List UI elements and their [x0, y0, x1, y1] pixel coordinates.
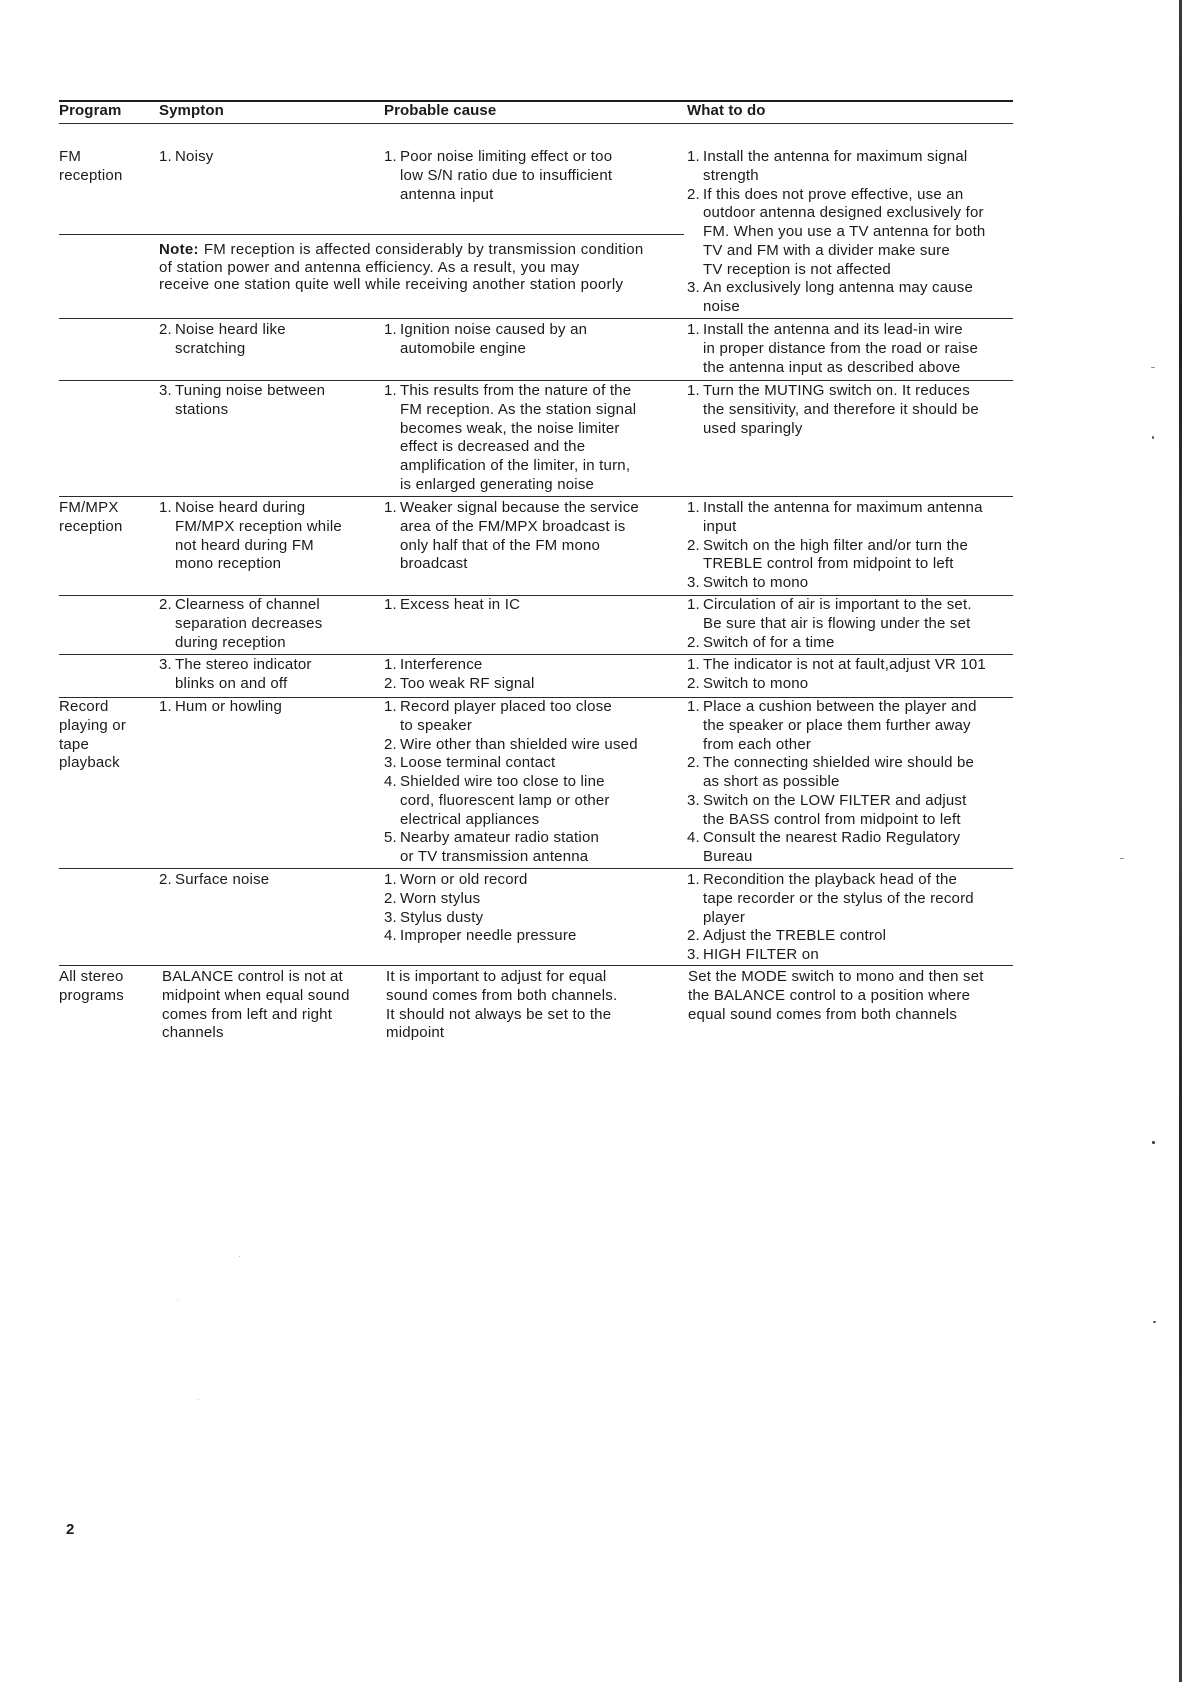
cause-cell: [384, 656, 535, 694]
cause-item: [384, 499, 639, 574]
item-number: 1.: [384, 871, 397, 888]
remedy-cell: [687, 656, 986, 694]
symptom-item: [159, 499, 342, 574]
item-number: 1.: [384, 698, 397, 715]
remedy-item: [687, 754, 977, 792]
item-number: 3.: [159, 656, 172, 673]
header-what-to-do: What to do: [687, 102, 766, 119]
cause-cell: [384, 321, 587, 359]
remedy-cell: [688, 968, 984, 1024]
item-number: 4.: [384, 773, 397, 790]
item-number: 3.: [384, 908, 397, 926]
remedy-item: [687, 186, 985, 280]
remedy-item: [687, 537, 983, 575]
cause-item: [384, 382, 636, 495]
item-text: Record player placed too close to speaker: [400, 698, 612, 734]
item-number: 1.: [384, 656, 397, 673]
item-text: Worn stylus: [400, 889, 481, 907]
item-text: Poor noise limiting effect or too low S/N ratio due to insufficient antenna input: [400, 148, 613, 203]
cause-cell: [384, 382, 636, 495]
cause-item: [384, 909, 577, 928]
cause-item: [384, 675, 535, 694]
symptom-item: [162, 968, 350, 1043]
item-text: Turn the MUTING switch on. It reduces the sensitivity, and therefore it should be used sparingly: [703, 382, 979, 437]
symptom-cell: [162, 968, 350, 1043]
item-text: It is important to adjust for equal sound comes from both channels. It should not always be set to the midpoint: [386, 968, 618, 1042]
note-text: FM reception is affected considerably by transmission condition of station power and antenna efficiency. As a result, you may receive one station quite well while receiving another station poorly: [159, 241, 644, 294]
symptom-item: [159, 698, 282, 717]
item-number: 5.: [384, 829, 397, 847]
symptom-item: [159, 148, 214, 167]
remedy-item: [687, 656, 986, 675]
symptom-cell: [159, 698, 282, 717]
row-divider: [59, 868, 1013, 869]
remedy-item: [687, 675, 986, 694]
item-text: Install the antenna for maximum signal strength: [703, 148, 968, 184]
item-text: Set the MODE switch to mono and then set the BALANCE control to a position where equal sound comes from both channels: [688, 968, 984, 1023]
item-text: Switch on the high filter and/or turn the TREBLE control from midpoint to left: [703, 536, 969, 573]
symptom-cell: [159, 499, 342, 574]
remedy-item: [687, 634, 972, 653]
remedy-item: [687, 148, 985, 186]
cause-item: [386, 968, 617, 1043]
item-number: 1.: [159, 148, 172, 165]
cause-item: [384, 773, 638, 829]
cause-cell: [384, 499, 639, 574]
row-divider: [59, 380, 1013, 381]
symptom-cell: [159, 596, 322, 652]
item-text: If this does not prove effective, use an outdoor antenna designed exclusively for FM. When you use a TV antenna for both TV and FM with a divider make sure TV reception is not affected: [703, 185, 986, 278]
item-text: Weaker signal because the service area of the FM/MPX broadcast is only half that of the FM mono broadcast: [400, 499, 639, 573]
symptom-item: [159, 382, 325, 420]
cause-cell: [386, 968, 617, 1043]
item-text: Clearness of channel separation decreases during reception: [175, 596, 323, 651]
item-text: Circulation of air is important to the set. Be sure that air is flowing under the set: [703, 596, 972, 632]
remedy-item: [687, 698, 977, 754]
header-program: Program: [59, 102, 122, 119]
remedy-cell: [687, 499, 983, 593]
scan-speck: [1152, 1141, 1155, 1144]
remedy-cell: [687, 382, 979, 438]
row-divider: [59, 654, 1013, 655]
binding-edge-shadow: [1179, 0, 1182, 1682]
item-number: 3.: [687, 946, 700, 963]
item-number: 2.: [384, 674, 397, 692]
scan-speck: [1153, 1321, 1156, 1323]
item-number: 2.: [687, 185, 700, 203]
item-text: Excess heat in IC: [400, 596, 521, 613]
table-header: [0, 101, 1190, 120]
cause-item: [384, 596, 520, 615]
item-text: Install the antenna for maximum antenna input: [703, 499, 983, 535]
item-number: 1.: [687, 382, 700, 399]
scan-speck: [198, 1399, 199, 1400]
item-text: The stereo indicator blinks on and off: [175, 656, 312, 692]
page-number: 2: [66, 1521, 75, 1538]
program-cell: Record playing or tape playback: [59, 698, 127, 772]
symptom-cell: [159, 871, 269, 890]
cause-item: [384, 927, 577, 946]
header-symptom: Sympton: [159, 102, 224, 119]
item-number: 1.: [687, 656, 700, 673]
item-text: Improper needle pressure: [400, 927, 577, 945]
scan-speck: [177, 1299, 178, 1300]
item-number: 2.: [687, 754, 700, 772]
symptom-cell: [159, 148, 214, 167]
item-text: Wire other than shielded wire used: [400, 735, 638, 753]
item-number: 1.: [384, 321, 397, 338]
item-number: 2.: [687, 536, 700, 554]
remedy-cell: [687, 321, 978, 377]
item-number: 1.: [384, 148, 397, 165]
item-text: Install the antenna and its lead-in wire in proper distance from the road or raise the antenna input as described above: [703, 321, 978, 376]
item-text: Surface noise: [175, 871, 270, 888]
symptom-cell: [159, 656, 312, 694]
item-text: Tuning noise between stations: [175, 382, 326, 418]
remedy-item: [687, 574, 983, 593]
item-text: An exclusively long antenna may cause noise: [703, 279, 974, 315]
item-number: 1.: [687, 698, 700, 715]
item-number: 2.: [384, 889, 397, 907]
item-text: HIGH FILTER on: [703, 946, 819, 963]
item-text: Consult the nearest Radio Regulatory Bureau: [703, 829, 961, 865]
remedy-item: [687, 792, 977, 830]
remedy-cell: [687, 698, 977, 867]
item-number: 4.: [687, 829, 700, 847]
program-cell: FM/MPX reception: [59, 499, 123, 535]
remedy-item: [687, 321, 978, 377]
item-text: Worn or old record: [400, 871, 528, 888]
item-text: Noisy: [175, 148, 214, 165]
header-bottom-rule: [59, 123, 1013, 124]
symptom-item: [159, 321, 286, 359]
remedy-item: [687, 829, 977, 867]
item-number: 3.: [384, 754, 397, 772]
item-text: Adjust the TREBLE control: [703, 927, 887, 945]
scan-speck: [1120, 858, 1124, 859]
item-text: Ignition noise caused by an automobile engine: [400, 321, 588, 357]
program-cell: All stereo programs: [59, 968, 124, 1004]
symptom-item: [159, 871, 269, 890]
item-number: 1.: [687, 321, 700, 338]
cause-item: [384, 754, 638, 773]
remedy-item: [687, 871, 974, 927]
remedy-item: [687, 596, 972, 634]
item-text: Recondition the playback head of the tape recorder or the stylus of the record player: [703, 871, 974, 926]
cause-item: [384, 829, 638, 867]
item-number: 4.: [384, 927, 397, 945]
scan-speck: [239, 1256, 240, 1257]
cause-item: [384, 698, 638, 736]
item-number: 1.: [384, 382, 397, 399]
item-text: Switch on the LOW FILTER and adjust the BASS control from midpoint to left: [703, 791, 967, 828]
cause-cell: [384, 871, 577, 946]
header-probable-cause: Probable cause: [384, 102, 497, 119]
cause-item: [384, 736, 638, 755]
item-text: Loose terminal contact: [400, 754, 556, 772]
item-number: 1.: [384, 499, 397, 516]
row-divider: [59, 318, 1013, 319]
item-number: 3.: [159, 382, 172, 399]
item-number: 3.: [687, 279, 700, 297]
item-text: Switch to mono: [703, 674, 809, 692]
item-number: 2.: [159, 596, 172, 613]
item-number: 2.: [687, 927, 700, 945]
item-number: 1.: [687, 596, 700, 613]
item-number: 2.: [159, 871, 172, 888]
fm-reception-note: [159, 241, 644, 294]
remedy-cell: [687, 871, 974, 965]
cause-item: [384, 656, 535, 675]
cause-item: [384, 148, 612, 204]
item-text: Interference: [400, 656, 483, 673]
scan-speck: [1151, 367, 1155, 368]
item-text: Nearby amateur radio station or TV transmission antenna: [400, 829, 600, 865]
remedy-cell: [687, 596, 972, 652]
program-cell: FM reception: [59, 148, 123, 184]
cause-cell: [384, 698, 638, 867]
symptom-item: [159, 656, 312, 694]
item-text: Switch of for a time: [703, 633, 835, 651]
note-separator-rule: [59, 234, 684, 235]
row-divider: [59, 965, 1013, 966]
item-number: 1.: [159, 698, 172, 715]
item-text: Too weak RF signal: [400, 674, 535, 692]
cause-item: [384, 890, 577, 909]
item-number: 3.: [687, 791, 700, 809]
item-number: 2.: [159, 321, 172, 338]
remedy-item: [687, 279, 985, 317]
item-text: Noise heard like scratching: [175, 321, 286, 357]
item-number: 3.: [687, 574, 700, 591]
item-text: The indicator is not at fault,adjust VR 101: [703, 656, 986, 673]
cause-cell: [384, 596, 520, 615]
item-number: 1.: [687, 499, 700, 516]
item-text: Place a cushion between the player and the speaker or place them further away from each other: [703, 698, 977, 753]
remedy-item: [687, 499, 983, 537]
cause-item: [384, 321, 587, 359]
scan-speck: [1152, 436, 1154, 439]
item-number: 2.: [687, 633, 700, 651]
item-number: 1.: [159, 499, 172, 516]
remedy-item: [687, 382, 979, 438]
symptom-cell: [159, 321, 286, 359]
item-text: The connecting shielded wire should be as short as possible: [703, 754, 975, 790]
remedy-item: [687, 927, 974, 946]
item-number: 2.: [687, 674, 700, 692]
item-text: Stylus dusty: [400, 908, 484, 926]
row-divider: [59, 496, 1013, 497]
remedy-item: [687, 946, 974, 965]
item-number: 1.: [687, 871, 700, 888]
item-number: 1.: [384, 596, 397, 613]
remedy-item: [688, 968, 984, 1024]
symptom-cell: [159, 382, 325, 420]
remedy-cell: [687, 148, 985, 317]
item-text: Hum or howling: [175, 698, 283, 715]
symptom-item: [159, 596, 322, 652]
cause-cell: [384, 148, 612, 204]
item-text: Switch to mono: [703, 574, 809, 591]
item-text: Noise heard during FM/MPX reception while not heard during FM mono reception: [175, 499, 342, 573]
item-number: 1.: [687, 148, 700, 165]
item-text: This results from the nature of the FM reception. As the station signal becomes weak, the noise limiter effect is decreased and the amplification of the limiter, in turn, is enlarged generating noise: [400, 382, 637, 493]
note-label: Note:: [159, 241, 199, 258]
item-number: 2.: [384, 735, 397, 753]
item-text: BALANCE control is not at midpoint when equal sound comes from left and right channels: [162, 968, 350, 1042]
cause-item: [384, 871, 577, 890]
item-text: Shielded wire too close to line cord, fluorescent lamp or other electrical appliances: [400, 773, 610, 828]
